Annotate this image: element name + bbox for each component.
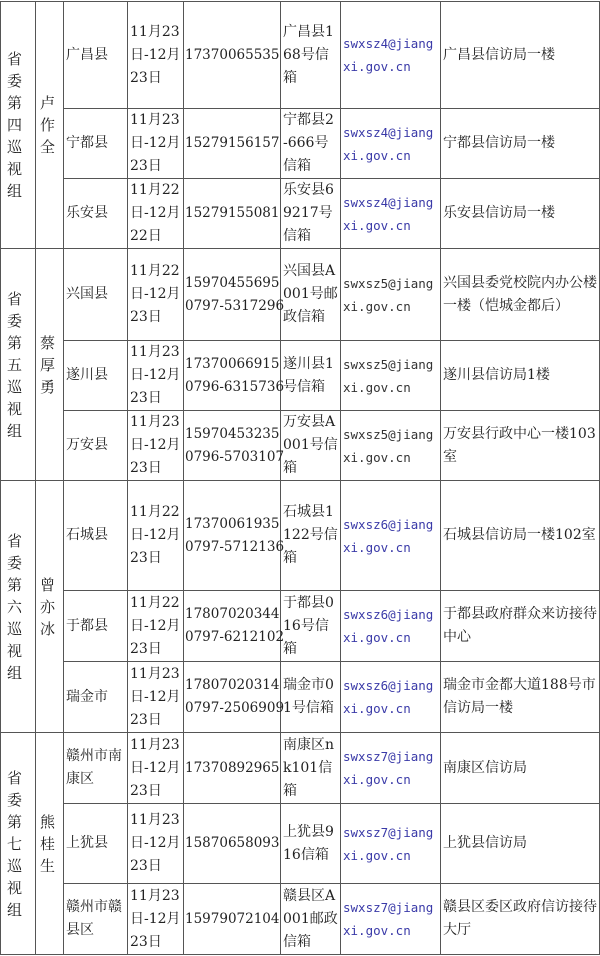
period-cell: 11月22日-12月23日 [128, 481, 184, 591]
phone-cell [184, 591, 285, 662]
phone-cell [184, 411, 285, 481]
address-cell: 石城县信访局一楼102室 [441, 481, 600, 591]
table-row [1, 481, 600, 591]
email-link[interactable]: swxsz6@jiangxi.gov.cn [341, 591, 441, 662]
phone-number: 15970453235 [185, 425, 280, 442]
county-cell: 遂川县 [64, 341, 128, 411]
table-row [1, 591, 600, 662]
address-cell: 乐安县信访局一楼 [441, 179, 600, 249]
phone-number: 0797-6212102 [185, 629, 285, 645]
period-cell: 11月22日-12月22日 [128, 179, 184, 249]
period-cell: 11月23日-12月23日 [128, 341, 184, 411]
email-link[interactable]: swxsz4@jiangxi.gov.cn [341, 2, 441, 109]
email-link[interactable]: swxsz7@jiangxi.gov.cn [341, 804, 441, 884]
county-cell: 石城县 [64, 481, 128, 591]
phone-cell [184, 662, 285, 733]
group-leader: 曾亦冰 [36, 481, 64, 733]
phone-number: 15870658093 [185, 835, 280, 851]
table-row [1, 733, 600, 804]
phone-cell [184, 2, 281, 109]
phone-number: 17370061935 [185, 515, 280, 532]
table-row [1, 109, 600, 179]
table-row [1, 179, 600, 249]
email-link[interactable]: swxsz5@jiangxi.gov.cn [341, 411, 441, 481]
county-cell: 兴国县 [64, 249, 128, 341]
phone-number: 0797-5317296 [185, 297, 285, 314]
address-cell: 南康区信访局 [441, 733, 600, 804]
address-cell: 上犹县信访局 [441, 804, 600, 884]
table-row [1, 884, 600, 955]
period-cell: 11月23日-12月23日 [128, 2, 184, 109]
phone-number: 0796-6315736 [185, 378, 285, 395]
mailbox-cell: 上犹县916信箱 [281, 804, 341, 884]
table-row [1, 662, 600, 733]
phone-number: 17370065535 [185, 46, 280, 63]
county-cell: 赣州市赣县区 [64, 884, 128, 955]
period-cell: 11月23日-12月23日 [128, 733, 184, 804]
county-cell: 于都县 [64, 591, 128, 662]
email-link[interactable]: swxsz4@jiangxi.gov.cn [341, 109, 441, 179]
group-leader: 蔡厚勇 [36, 249, 64, 481]
mailbox-cell: 赣县区A001邮政信箱 [281, 884, 341, 955]
phone-number: 0797-5712136 [185, 538, 285, 555]
email-link[interactable]: swxsz5@jiangxi.gov.cn [341, 341, 441, 411]
mailbox-cell: 石城县1122号信箱 [281, 481, 341, 591]
mailbox-cell: 兴国县A001号邮政信箱 [281, 249, 341, 341]
inspection-group-name: 省委第五巡视组 [1, 249, 36, 481]
county-cell: 赣州市南康区 [64, 733, 128, 804]
table-row [1, 804, 600, 884]
table-row [1, 2, 600, 109]
email-link[interactable]: swxsz7@jiangxi.gov.cn [341, 733, 441, 804]
phone-number: 15979072104 [185, 910, 280, 927]
mailbox-cell: 于都县016号信箱 [281, 591, 341, 662]
phone-cell [184, 109, 281, 179]
address-cell: 遂川县信访局1楼 [441, 341, 600, 411]
period-cell: 11月23日-12月23日 [128, 662, 184, 733]
table-row [1, 341, 600, 411]
phone-number: 17807020344 [185, 606, 280, 622]
county-cell: 瑞金市 [64, 662, 128, 733]
inspection-group-name: 省委第四巡视组 [1, 2, 36, 249]
mailbox-cell: 遂川县1号信箱 [281, 341, 341, 411]
phone-number: 15970455695 [185, 274, 280, 291]
email-link[interactable]: swxsz6@jiangxi.gov.cn [341, 481, 441, 591]
address-cell: 瑞金市金都大道188号市信访局一楼 [441, 662, 600, 733]
group-leader: 卢作全 [36, 2, 64, 249]
inspection-group-name: 省委第六巡视组 [1, 481, 36, 733]
phone-number: 15279156157 [185, 135, 280, 151]
phone-number: 0797-2506909 [185, 700, 285, 716]
address-cell: 于都县政府群众来访接待中心 [441, 591, 600, 662]
phone-cell [184, 249, 285, 341]
period-cell: 11月23日-12月23日 [128, 804, 184, 884]
county-cell: 乐安县 [64, 179, 128, 249]
email-link[interactable]: swxsz6@jiangxi.gov.cn [341, 662, 441, 733]
table-row [1, 411, 600, 481]
period-cell: 11月23日-12月23日 [128, 411, 184, 481]
table-row [1, 249, 600, 341]
address-cell: 宁都县信访局一楼 [441, 109, 600, 179]
phone-number: 0796-5703107 [185, 448, 285, 465]
county-cell: 上犹县 [64, 804, 128, 884]
address-cell: 兴国县委党校院内办公楼一楼（恺城金都后） [441, 249, 600, 341]
mailbox-cell: 瑞金市01号信箱 [281, 662, 341, 733]
phone-number: 17807020314 [185, 677, 280, 693]
group-leader: 熊桂生 [36, 733, 64, 955]
phone-number: 17370892965 [185, 759, 280, 776]
period-cell: 11月23日-12月23日 [128, 109, 184, 179]
mailbox-cell: 南康区nk101信箱 [281, 733, 341, 804]
phone-cell [184, 884, 281, 955]
phone-cell [184, 481, 285, 591]
address-cell: 广昌县信访局一楼 [441, 2, 600, 109]
county-cell: 广昌县 [64, 2, 128, 109]
county-cell: 宁都县 [64, 109, 128, 179]
mailbox-cell: 广昌县168号信箱 [281, 2, 341, 109]
address-cell: 万安县行政中心一楼103室 [441, 411, 600, 481]
email-link[interactable]: swxsz7@jiangxi.gov.cn [341, 884, 441, 955]
phone-cell [184, 804, 281, 884]
email-link[interactable]: swxsz5@jiangxi.gov.cn [341, 249, 441, 341]
inspection-contact-table [0, 1, 600, 955]
phone-cell [184, 179, 281, 249]
email-link[interactable]: swxsz4@jiangxi.gov.cn [341, 179, 441, 249]
mailbox-cell: 宁都县2-666号信箱 [281, 109, 341, 179]
period-cell: 11月23日-12月23日 [128, 884, 184, 955]
address-cell: 赣县区委区政府信访接待大厅 [441, 884, 600, 955]
phone-number: 17370066915 [185, 355, 280, 372]
phone-cell [184, 341, 285, 411]
county-cell: 万安县 [64, 411, 128, 481]
period-cell: 11月22日-12月23日 [128, 591, 184, 662]
phone-number: 15279155081 [185, 205, 280, 221]
mailbox-cell: 乐安县69217号信箱 [281, 179, 341, 249]
inspection-group-name: 省委第七巡视组 [1, 733, 36, 955]
mailbox-cell: 万安县A001号信箱 [281, 411, 341, 481]
phone-cell [184, 733, 281, 804]
period-cell: 11月22日-12月23日 [128, 249, 184, 341]
